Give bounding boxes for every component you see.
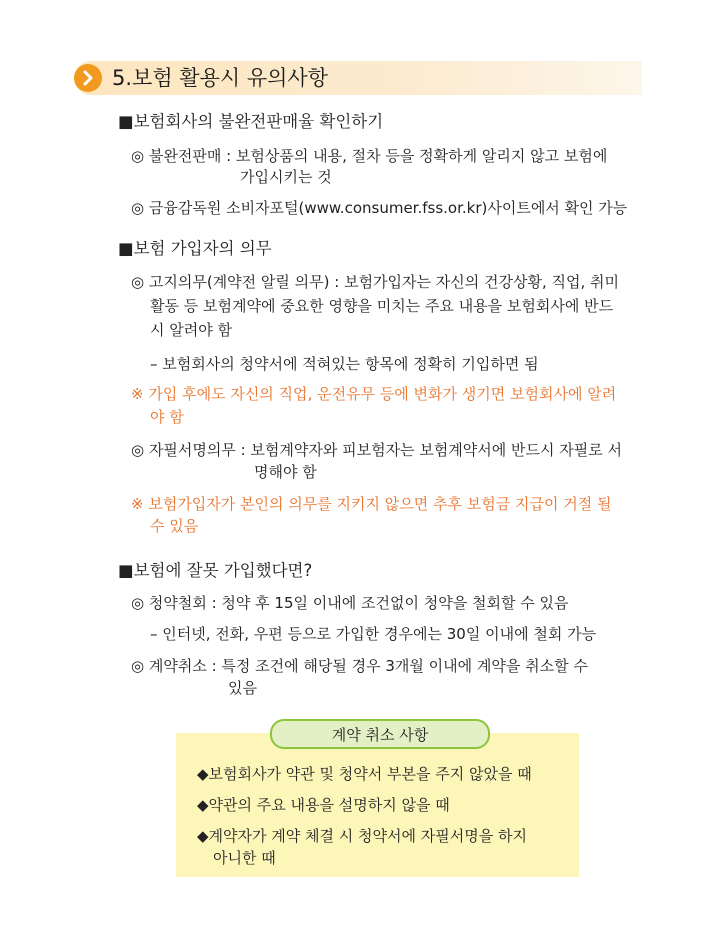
item-disclosure-line1: ◎ 고지의무(계약전 알릴 의무) : 보험가입자는 자신의 건강상황, 직업, 취미	[131, 273, 620, 291]
warning-claim-denied-line2: 수 있음	[150, 517, 199, 535]
heading-wrong-subscription: ■보험에 잘못 가입했다면?	[118, 561, 313, 580]
item-incomplete-sales-line2: 가입시키는 것	[240, 168, 332, 186]
item-cancellation-line1: ◎ 계약취소 : 특정 조건에 해당될 경우 3개월 이내에 계약을 취소할 수	[131, 657, 588, 675]
box-item-no-signature-line2: 아니한 때	[213, 849, 276, 867]
cancellation-box-title: 계약 취소 사항	[270, 719, 490, 749]
warning-notify-change-line2: 야 함	[150, 408, 184, 426]
arrow-right-icon	[74, 64, 102, 92]
item-withdrawal: ◎ 청약철회 : 청약 후 15일 이내에 조건없이 청약을 철회할 수 있음	[131, 594, 569, 612]
item-incomplete-sales-line1: ◎ 불완전판매 : 보험상품의 내용, 절차 등을 정확하게 알리지 않고 보험에	[131, 147, 608, 165]
item-application-form: – 보험회사의 청약서에 적혀있는 항목에 정확히 기입하면 됨	[150, 355, 539, 373]
heading-insured-duties: ■보험 가입자의 의무	[118, 239, 272, 258]
warning-claim-denied-line1: ※ 보험가입자가 본인의 의무를 지키지 않으면 추후 보험금 지급이 거절 될	[131, 495, 612, 513]
item-cancellation-line2: 있음	[228, 679, 257, 697]
warning-notify-change-line1: ※ 가입 후에도 자신의 직업, 운전유무 등에 변화가 생기면 보험회사에 알려	[131, 385, 617, 403]
section-header	[74, 61, 642, 95]
item-signature-line2: 명해야 함	[254, 463, 317, 481]
section-title: 5.보험 활용시 유의사항	[112, 66, 328, 90]
item-online-withdrawal: – 인터넷, 전화, 우편 등으로 가입한 경우에는 30일 이내에 철회 가능	[150, 625, 597, 643]
item-signature-line1: ◎ 자필서명의무 : 보험계약자와 피보험자는 보험계약서에 반드시 자필로 서	[131, 441, 622, 459]
box-item-no-explanation: ◆약관의 주요 내용을 설명하지 않을 때	[197, 796, 450, 814]
box-item-no-signature-line1: ◆계약자가 계약 체결 시 청약서에 자필서명을 하지	[197, 827, 527, 845]
box-item-no-copy: ◆보험회사가 약관 및 청약서 부본을 주지 않았을 때	[197, 765, 532, 783]
item-disclosure-line3: 시 알려야 함	[150, 321, 232, 339]
item-fss-portal: ◎ 금융감독원 소비자포털(www.consumer.fss.or.kr)사이트에서 확인 가능	[131, 199, 628, 217]
item-disclosure-line2: 활동 등 보험계약에 중요한 영향을 미치는 주요 내용을 보험회사에 반드	[150, 297, 614, 315]
heading-incomplete-sales: ■보험회사의 불완전판매율 확인하기	[118, 112, 384, 131]
